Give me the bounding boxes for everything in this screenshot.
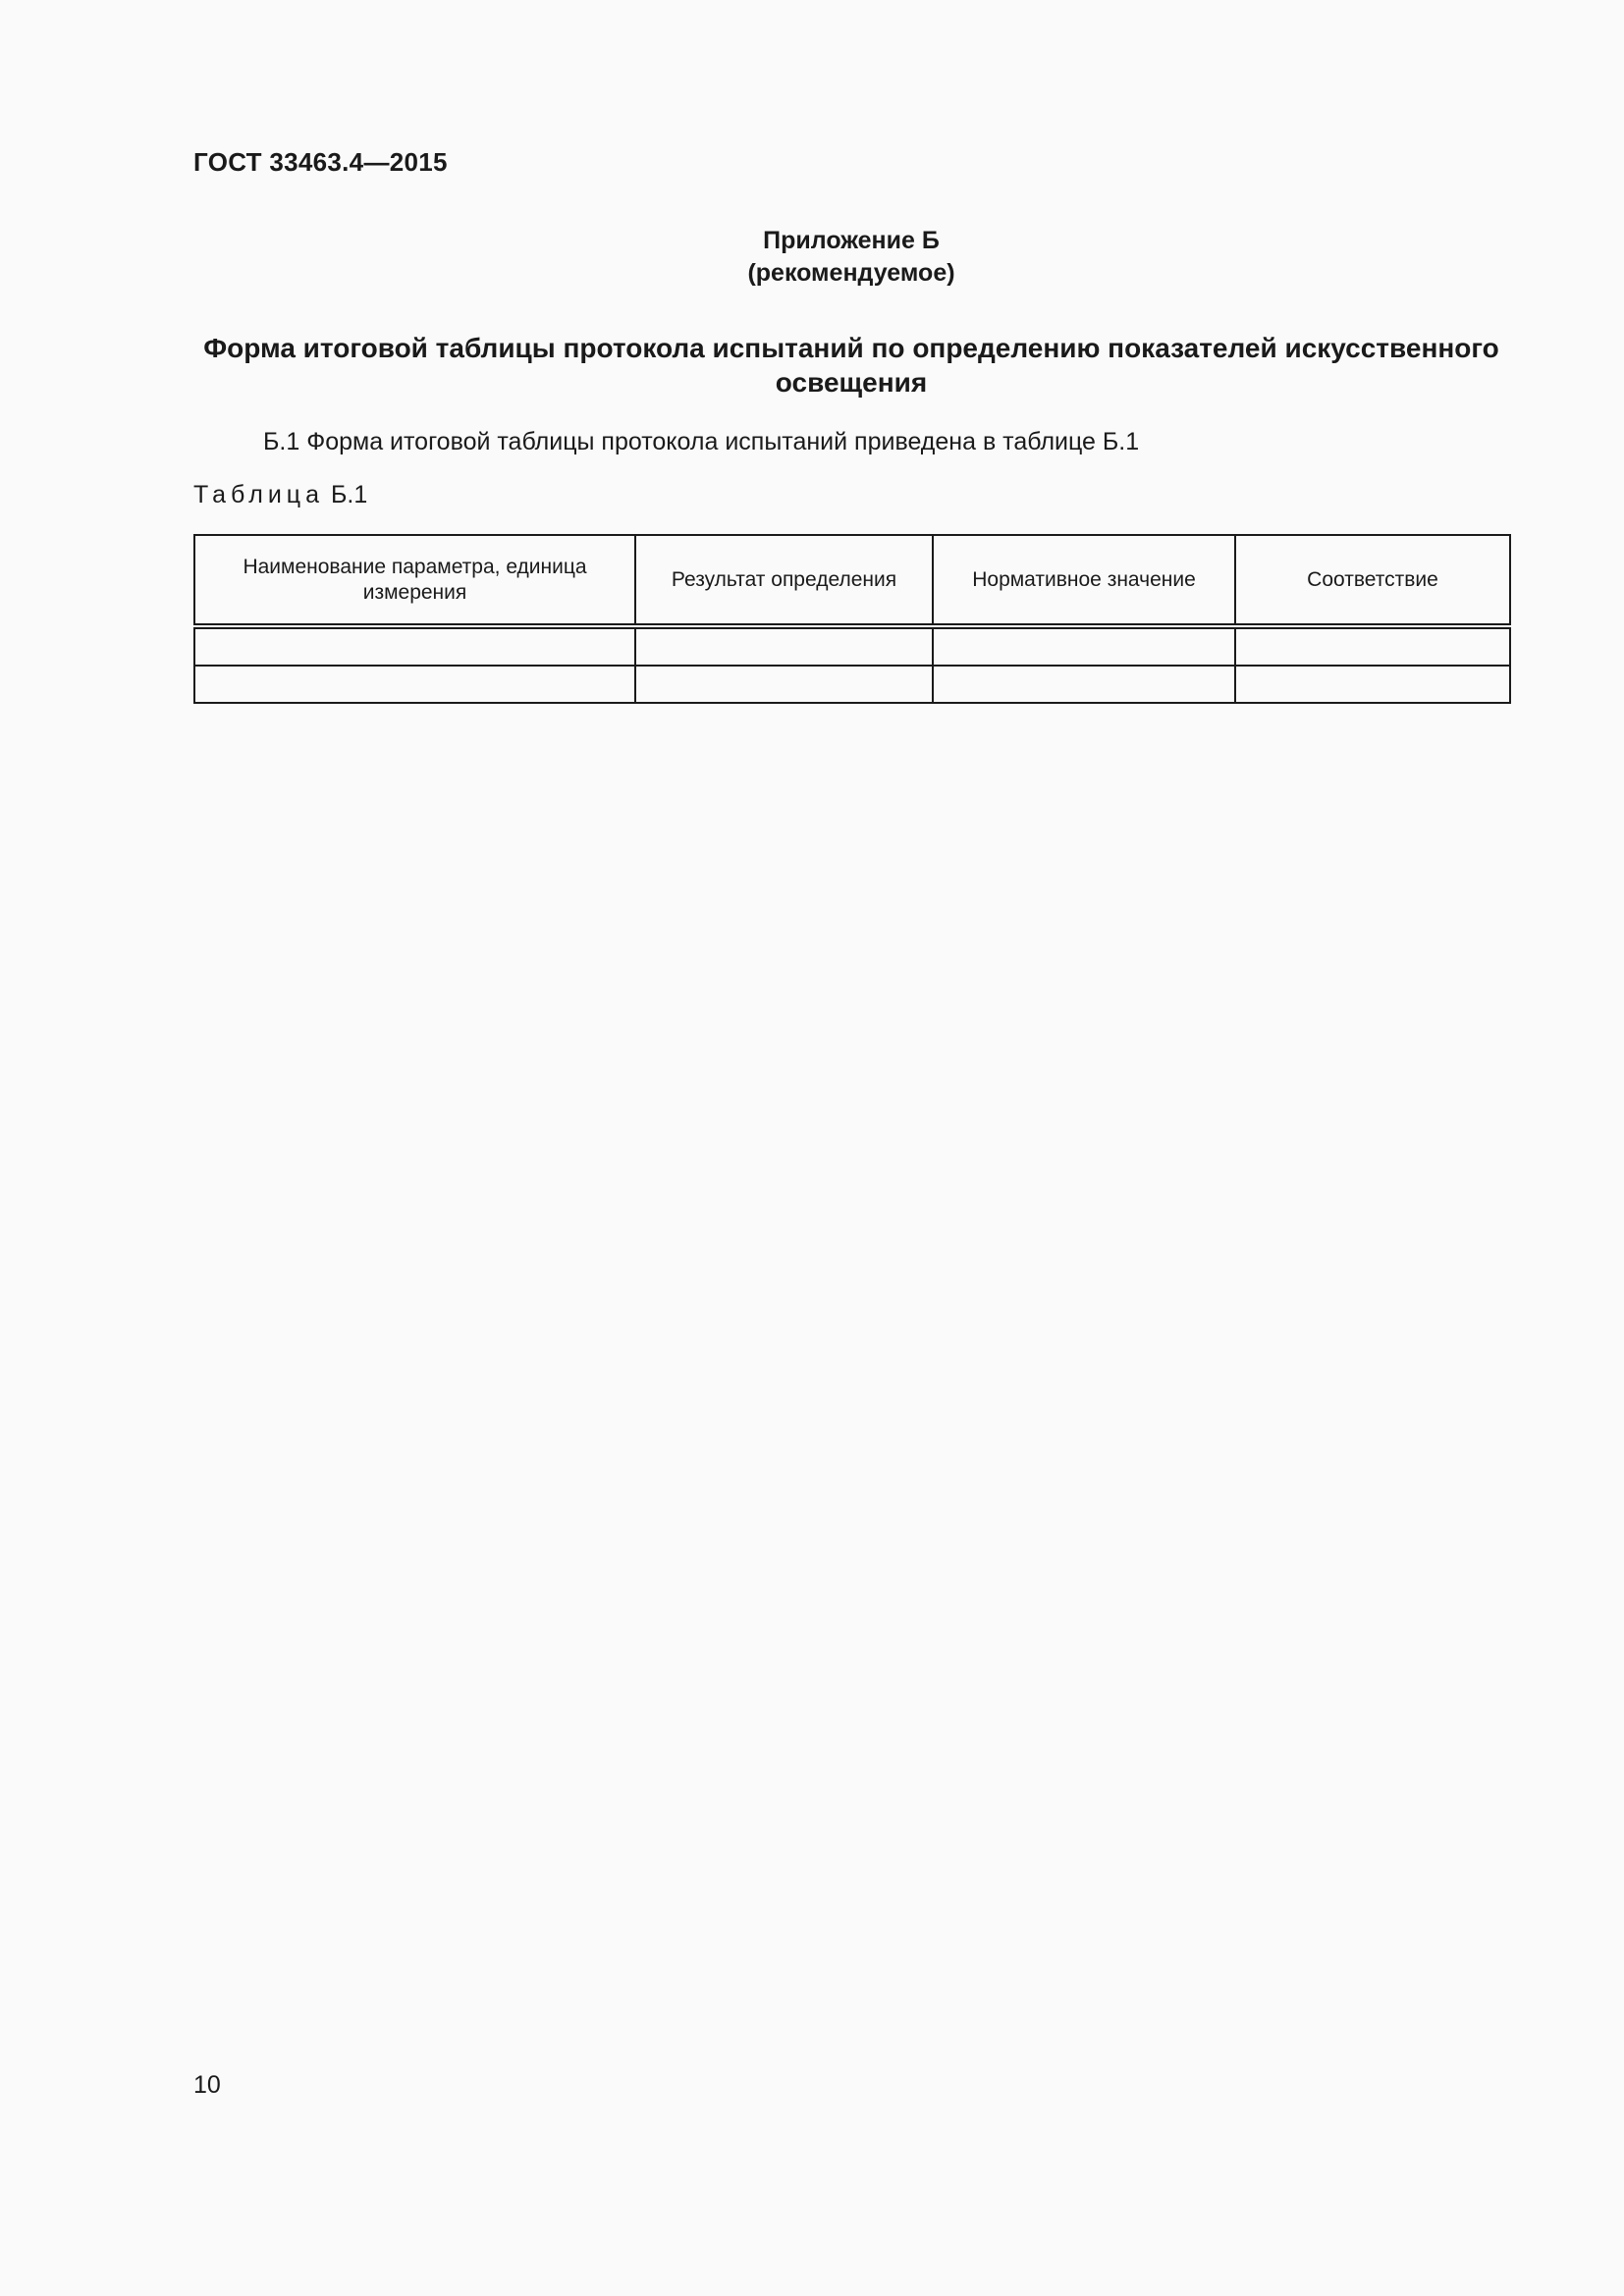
appendix-title <box>193 225 1509 290</box>
column-header-compliance: Соответствие <box>1235 535 1510 626</box>
table-cell <box>1235 666 1510 703</box>
table-caption-number: Б.1 <box>330 481 368 508</box>
appendix-status: (рекомендуемое) <box>747 259 955 287</box>
table-cell <box>933 666 1235 703</box>
column-header-result: Результат определения <box>635 535 933 626</box>
table-cell <box>194 626 635 666</box>
table-cell <box>933 626 1235 666</box>
section-heading-line-2: освещения <box>775 367 928 398</box>
column-header-parameter: Наименование параметра, единица измерения <box>194 535 635 626</box>
page-number: 10 <box>193 2071 221 2099</box>
table-cell <box>1235 626 1510 666</box>
appendix-label: Приложение Б <box>763 227 940 254</box>
table-row <box>194 626 1510 666</box>
column-header-normative: Нормативное значение <box>933 535 1235 626</box>
document-code: ГОСТ 33463.4—2015 <box>193 147 448 177</box>
section-heading-line-1: Форма итоговой таблицы протокола испытаний по определению показателей искусственного <box>203 333 1499 363</box>
table-row <box>194 666 1510 703</box>
table-header-row <box>194 535 1510 626</box>
table-caption-word: Таблица <box>193 481 325 508</box>
table-cell <box>635 666 933 703</box>
results-table <box>193 534 1511 704</box>
clause-text: Б.1 Форма итоговой таблицы протокола испытаний приведена в таблице Б.1 <box>263 428 1140 455</box>
table-cell <box>194 666 635 703</box>
table-caption <box>193 479 367 510</box>
section-heading <box>193 331 1509 400</box>
table-cell <box>635 626 933 666</box>
